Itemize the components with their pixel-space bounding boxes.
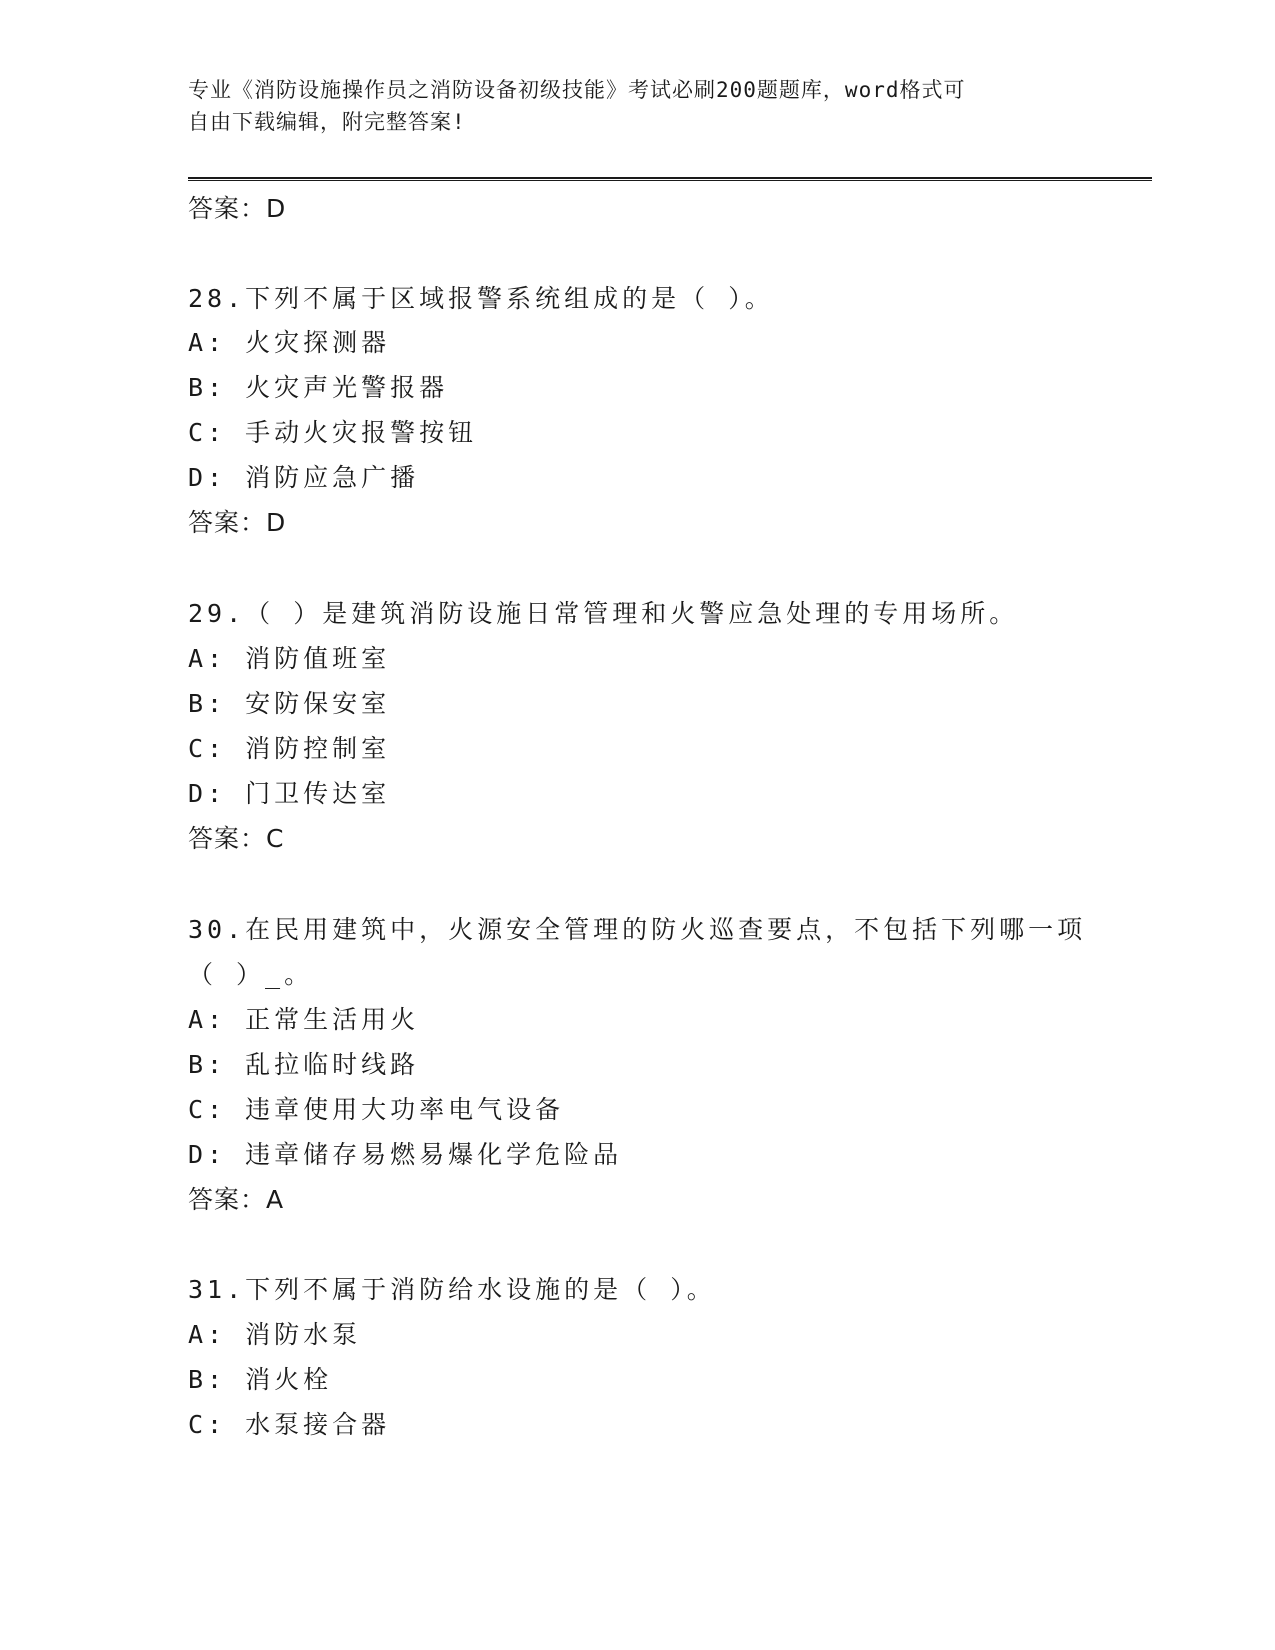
q29-answer: 答案：C	[188, 824, 285, 853]
header-divider	[188, 177, 1152, 181]
q30-option-b: B: 乱拉临时线路	[188, 1050, 420, 1079]
q28-option-c: C: 手动火灾报警按钮	[188, 418, 478, 447]
answer-previous: 答案：D	[188, 194, 287, 223]
question-28: 28.下列不属于区域报警系统组成的是（ ）。	[188, 284, 774, 313]
question-30: 30.在民用建筑中，火源安全管理的防火巡查要点，不包括下列哪一项	[188, 915, 1087, 944]
question-29: 29.（ ）是建筑消防设施日常管理和火警应急处理的专用场所。	[188, 599, 1019, 628]
q28-option-a: A: 火灾探测器	[188, 328, 391, 357]
q30-option-d: D: 违章储存易燃易爆化学危险品	[188, 1140, 623, 1169]
header-line-2: 自由下载编辑，附完整答案!	[188, 110, 466, 134]
question-31: 31.下列不属于消防给水设施的是（ ）。	[188, 1275, 716, 1304]
q30-option-c: C: 违章使用大功率电气设备	[188, 1095, 565, 1124]
q28-option-d: D: 消防应急广播	[188, 463, 420, 492]
q29-option-b: B: 安防保安室	[188, 689, 391, 718]
question-30-cont: （ ）_。	[188, 960, 314, 989]
q31-option-b: B: 消火栓	[188, 1365, 333, 1394]
q29-option-d: D: 门卫传达室	[188, 779, 391, 808]
q28-answer: 答案：D	[188, 508, 287, 537]
q31-option-a: A: 消防水泵	[188, 1320, 362, 1349]
document-header	[188, 74, 1068, 138]
q28-option-b: B: 火灾声光警报器	[188, 373, 449, 402]
q29-option-a: A: 消防值班室	[188, 644, 391, 673]
q29-option-c: C: 消防控制室	[188, 734, 391, 763]
q31-option-c: C: 水泵接合器	[188, 1410, 391, 1439]
q30-answer: 答案：A	[188, 1185, 285, 1214]
header-line-1: 专业《消防设施操作员之消防设备初级技能》考试必刷200题题库，word格式可	[188, 78, 966, 102]
q30-option-a: A: 正常生活用火	[188, 1005, 420, 1034]
